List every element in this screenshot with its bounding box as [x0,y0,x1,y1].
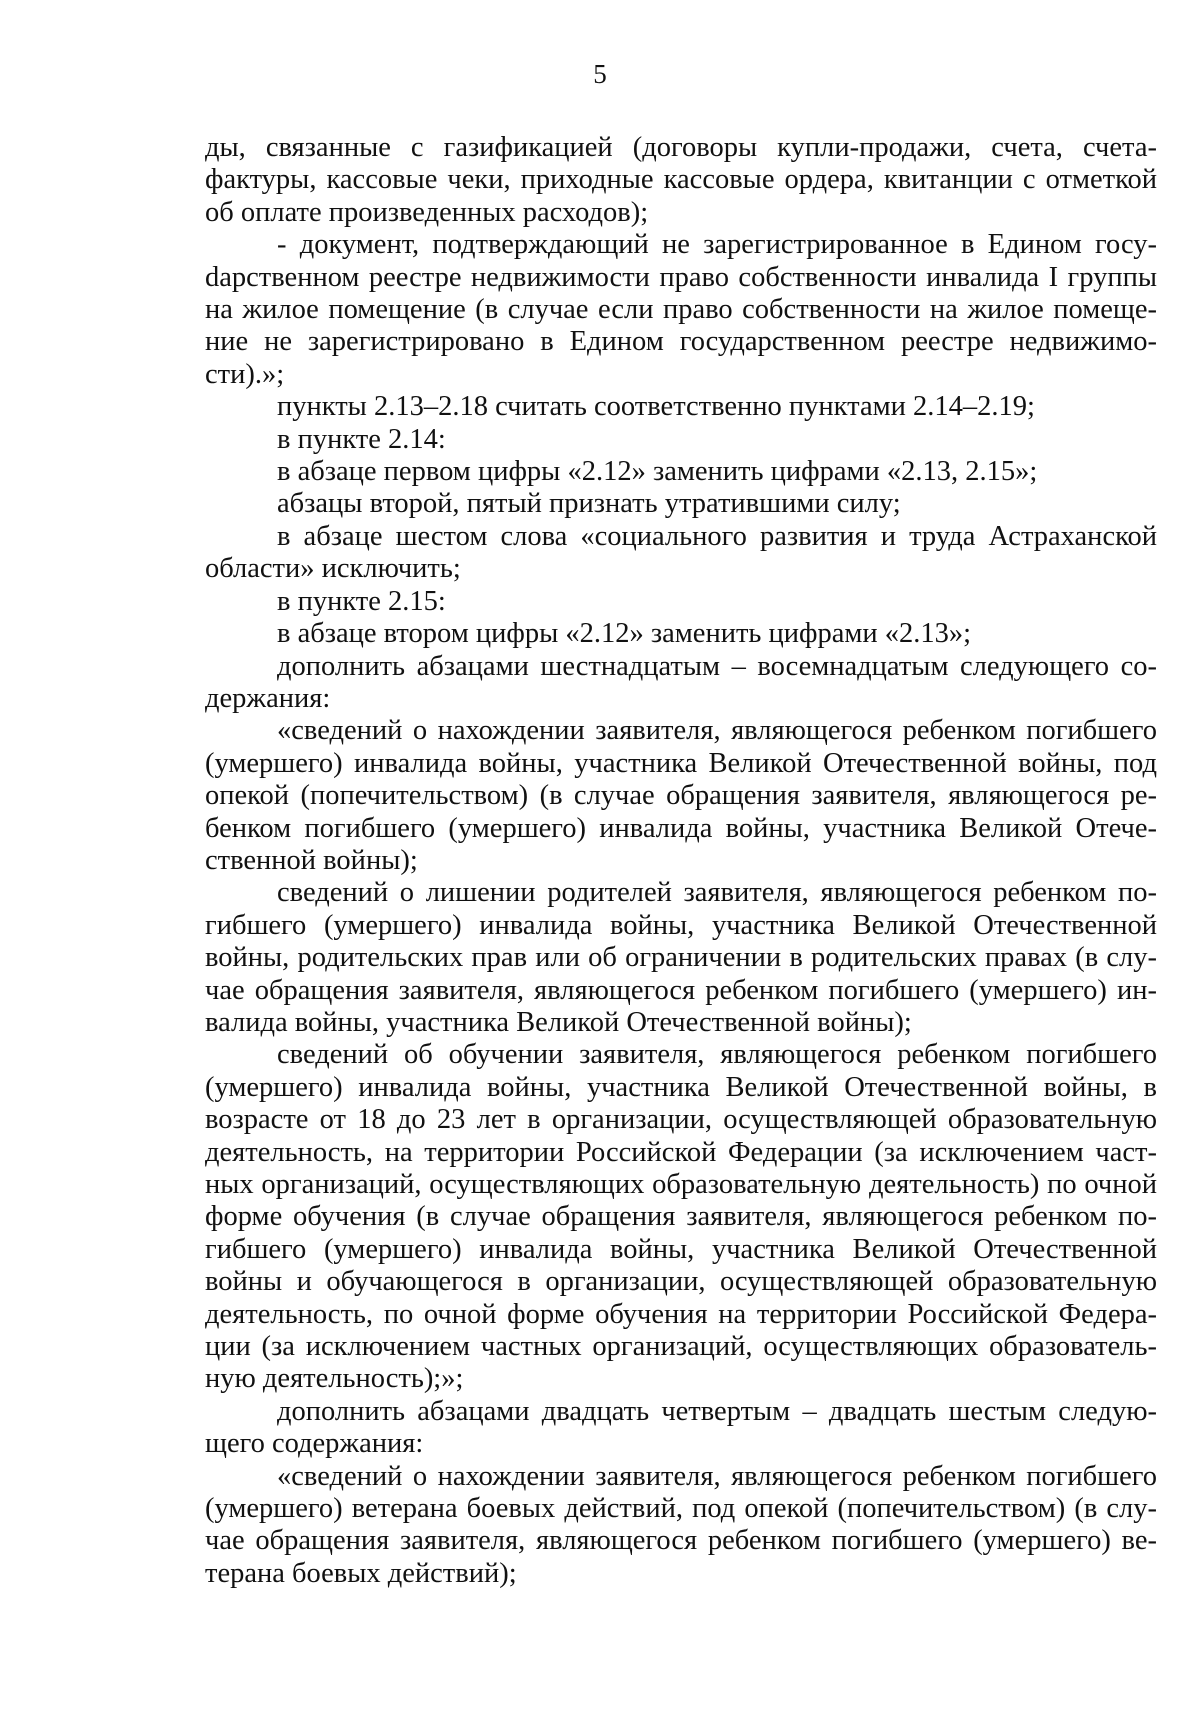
paragraph-item-2-14-invalid: абзацы второй, пятый признать утратившими силу; [277,488,901,520]
paragraph-item-2-14-sixth: в абзаце шестом слова «социального развития и труда Астраханской области» исключить; [205,520,1157,585]
page-number: 5 [593,59,607,89]
paragraph-add-24-26: дополнить абзацами двадцать четвертым – двадцать шестым следующего содержания: [205,1395,1157,1460]
paragraph-item-2-15-second: в абзаце втором цифры «2.12» заменить цифрами «2.13»; [277,618,972,650]
document-body [205,132,1157,1590]
paragraph-renumber-items: пункты 2.13–2.18 считать соответственно пунктами 2.14–2.19; [277,391,1035,423]
paragraph-add-16-18: дополнить абзацами шестнадцатым – восемнадцатым следующего содержания: [205,650,1157,714]
paragraph-item-2-14-first: в абзаце первом цифры «2.12» заменить цифрами «2.13, 2.15»; [277,456,1038,488]
paragraph-continuation: ды, связанные с газификацией (договоры купли-продажи, счета, счета-фактуры, кассовые чеки, приходные кассовые ордера, квитанции с отметкой об оплате произведенных расходов); [205,132,1157,228]
paragraph-parental-rights: сведений о лишении родителей заявителя, являющегося ребенком погибшего (умершего) инвалида войны, участника Великой Отечественной войны, родительских прав или об ограничении в родительских правах (в случае обращения заявителя, являющегося ребенком погибшего (умершего) инвалида войны, участника Великой Отечественной войны); [205,877,1157,1038]
paragraph-item-2-15-heading: в пункте 2.15: [277,585,446,617]
paragraph-item-2-14-heading: в пункте 2.14: [277,423,446,455]
paragraph-guardianship-veteran: «сведений о нахождении заявителя, являющегося ребенком погибшего (умершего) ветерана боевых действий, под опекой (попечительством) (в случае обращения заявителя, являющегося ребенком погибшего (умершего) ветерана боевых действий); [205,1460,1157,1589]
paragraph-ownership-document: - документ, подтверждающий не зарегистрированное в Едином госуdарственном реестре недвижимости право собственности инвалида I группы на жилое помещение (в случае если право собственности на жилое помещение не зарегистрировано в Едином государственном реестре недвижимости).»; [205,229,1157,390]
paragraph-education: сведений об обучении заявителя, являющегося ребенком погибшего (умершего) инвалида войны, участника Великой Отечественной войны, в возрасте от 18 до 23 лет в организации, осуществляющей образовательную деятельность, на территории Российской Федерации (за исключением частных организаций, осуществляющих образовательную деятельность) по очной форме обучения (в случае обращения заявителя, являющегося ребенком погибшего (умершего) инвалида войны, участника Великой Отечественной войны и обучающегося в организации, осуществляющей образовательную деятельность, по очной форме обучения на территории Российской Федерации (за исключением частных организаций, осуществляющих образовательную деятельность);»; [205,1039,1157,1395]
paragraph-guardianship-war-invalid: «сведений о нахождении заявителя, являющегося ребенком погибшего (умершего) инвалида войны, участника Великой Отечественной войны, под опекой (попечительством) (в случае обращения заявителя, являющегося ребенком погибшего (умершего) инвалида войны, участника Великой Отечественной войны); [205,715,1157,876]
